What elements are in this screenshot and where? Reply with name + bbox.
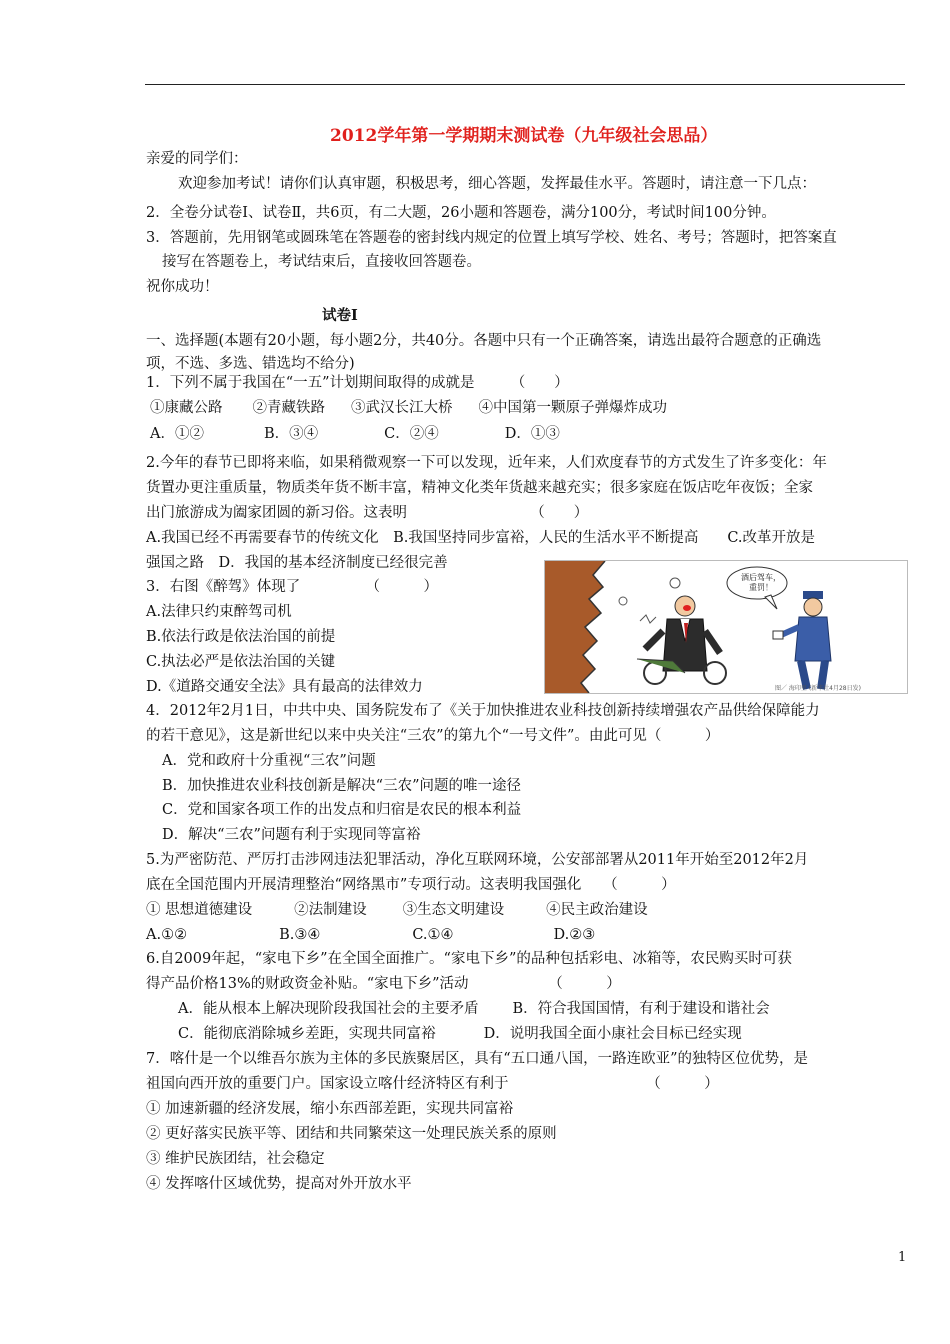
q5-option-c: C.①④	[412, 927, 454, 943]
q1-option-a: A．①②	[150, 426, 204, 442]
q6-option-b: B．符合我国国情，有利于建设和谐社会	[512, 1001, 770, 1017]
section-title: 试卷Ⅰ	[322, 307, 358, 324]
section-desc: 一、选择题(本题有20小题，每小题2分，共40分。各题中只有一个正确答案，请选出最符合题意的正确选	[146, 333, 822, 349]
q2-line: 强国之路 D．我国的基本经济制度已经很完善	[146, 555, 448, 571]
q7-item: ② 更好落实民族平等、团结和共同繁荣这一处理民族关系的原则	[146, 1126, 557, 1142]
header-rule	[145, 84, 905, 85]
q3-stem: 3．右图《醉驾》体现了 （ ）	[146, 579, 438, 595]
q5-items	[146, 900, 648, 920]
q6-option-d: D．说明我国全面小康社会目标已经实现	[483, 1026, 742, 1042]
note-3-cont: 接写在答题卷上，考试结束后，直接收回答题卷。	[162, 254, 481, 270]
q4-option-c: C．党和国家各项工作的出发点和归宿是农民的根本利益	[162, 802, 522, 818]
q1-option-d: D．①③	[504, 426, 560, 442]
q6-option-a: A．能从根本上解决现阶段我国社会的主要矛盾	[178, 1001, 479, 1017]
wish: 祝你成功！	[146, 279, 219, 295]
q7-line: 祖国向西开放的重要门户。国家设立喀什经济特区有利于 （ ）	[146, 1076, 719, 1092]
q7-item: ③ 维护民族团结，社会稳定	[146, 1151, 325, 1167]
q6-options-row1	[178, 999, 770, 1019]
q2-line: 货置办更注重质量，物质类年货不断丰富，精神文化类年货越来越充实；很多家庭在饭店吃年夜饭；全家	[146, 480, 813, 496]
q6-option-c: C．能彻底消除城乡差距，实现共同富裕	[178, 1026, 436, 1042]
q5-item: ③生态文明建设	[402, 902, 505, 918]
q3-option-a: A.法律只约束醉驾司机	[146, 604, 292, 620]
q3-option-c: C.执法必严是依法治国的关键	[146, 654, 336, 670]
q5-options	[146, 925, 595, 945]
q4-line: 的若干意见》，这是新世纪以来中央关注“三农”的第九个“一号文件”。由此可见（ ）	[146, 728, 720, 744]
q1-item: ②青藏铁路	[252, 400, 325, 416]
q1-option-c: C．②④	[384, 426, 439, 442]
q4-option-b: B．加快推进农业科技创新是解决“三农”问题的唯一途径	[162, 778, 521, 794]
q1-item: ①康藏公路	[150, 400, 223, 416]
drunk-driving-cartoon	[544, 560, 908, 694]
q4-option-d: D．解决“三农”问题有利于实现同等富裕	[162, 827, 421, 843]
q3-option-d: D.《道路交通安全法》具有最高的法律效力	[146, 679, 423, 695]
q5-option-d: D.②③	[553, 927, 596, 943]
exam-title: 2012学年第一学期期末测试卷（九年级社会思品）	[330, 126, 718, 146]
cartoon-bubble-text-2: 重罚！	[749, 583, 773, 592]
q5-item: ④民主政治建设	[546, 902, 648, 918]
note-2: 2．全卷分试卷Ⅰ、试卷Ⅱ，共6页，有二大题，26小题和答题卷，满分100分，考试时间100分钟。	[146, 205, 776, 221]
intro: 欢迎参加考试！请你们认真审题，积极思考，细心答题，发挥最佳水平。答题时，请注意一下几点：	[178, 176, 816, 192]
note-3: 3．答题前，先用钢笔或圆珠笔在答题卷的密封线内规定的位置上填写学校、姓名、考号；答题时，把答案直	[146, 230, 837, 246]
q3-option-b: B.依法行政是依法治国的前提	[146, 629, 336, 645]
q1-items	[150, 398, 667, 418]
q5-item: ① 思想道德建设	[146, 902, 253, 918]
q7-item: ① 加速新疆的经济发展，缩小东西部差距，实现共同富裕	[146, 1101, 514, 1117]
q5-item: ②法制建设	[294, 902, 367, 918]
greeting: 亲爱的同学们：	[146, 151, 248, 167]
q6-options-row2	[178, 1024, 742, 1044]
q1-item: ③武汉长江大桥	[351, 400, 453, 416]
section-desc-cont: 项，不选、多选、错选均不给分)	[146, 356, 355, 372]
q6-line: 6.自2009年起，“家电下乡”在全国全面推广。“家电下乡”的品种包括彩电、冰箱等，农民购买时可获	[146, 951, 792, 967]
q1-item: ④中国第一颗原子弹爆炸成功	[478, 400, 667, 416]
q2-line: 2.今年的春节已即将来临，如果稍微观察一下可以发现，近年来，人们欢度春节的方式发生了许多变化：年	[146, 455, 827, 471]
q6-line: 得产品价格13%的财政资金补贴。“家电下乡”活动 （ ）	[146, 976, 621, 992]
q5-line: 5.为严密防范、严厉打击涉网违法犯罪活动，净化互联网环境，公安部部署从2011年开始至2012年2月	[146, 852, 809, 868]
q2-line: A.我国已经不再需要春节的传统文化 B.我国坚持同步富裕，人民的生活水平不断提高 C.改革开放是	[146, 530, 816, 546]
q7-line: 7．喀什是一个以维吾尔族为主体的多民族聚居区，具有“五口通八国，一路连欧亚”的独特区位优势，是	[146, 1051, 809, 1067]
q5-option-a: A.①②	[146, 927, 188, 943]
q1-options	[150, 424, 560, 444]
q5-option-b: B.③④	[279, 927, 321, 943]
q4-option-a: A．党和政府十分重视“三农”问题	[162, 753, 376, 769]
q2-line: 出门旅游成为阖家团圆的新习俗。这表明 （ ）	[146, 505, 589, 521]
q5-line: 底在全国范围内开展清理整治“网络黑市”专项行动。这表明我国强化 （ ）	[146, 877, 676, 893]
cartoon-illustration	[545, 561, 907, 693]
page-number: 1	[898, 1250, 907, 1265]
q7-item: ④ 发挥喀什区域优势，提高对外开放水平	[146, 1176, 412, 1192]
cartoon-caption: 图／ 海印里 (新华社4月28日发)	[775, 685, 861, 692]
q1-stem: 1．下列不属于我国在“一五”计划期间取得的成就是 （ ）	[146, 375, 569, 391]
cartoon-bubble-text: 酒后驾车，	[741, 573, 781, 582]
q1-option-b: B．③④	[263, 426, 319, 442]
q4-line: 4．2012年2月1日，中共中央、国务院发布了《关于加快推进农业科技创新持续增强农产品供给保障能力	[146, 703, 820, 719]
